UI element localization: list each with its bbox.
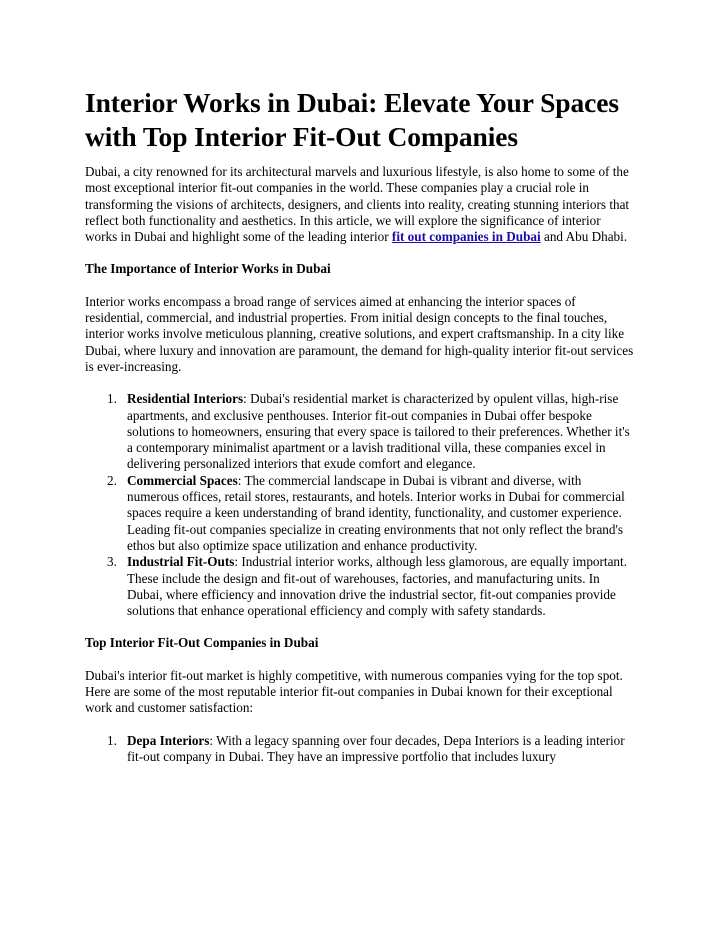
intro-paragraph	[85, 164, 635, 245]
section-lead-top-companies: Dubai's interior fit-out market is highly competitive, with numerous companies vying for the top spot. Here are some of the most reputable interior fit-out companies in Dubai known for their exceptional work and customer satisfaction:	[85, 667, 623, 716]
list-item-number: 2.	[107, 472, 117, 488]
intro-text: Dubai, a city renowned for its architectural marvels and luxurious lifestyle, is also home to some of the most exceptional interior fit-out companies in the world. These companies play a crucial role in transforming the visions of architects, designers, and clients into reality, creating stunning interiors that reflect both functionality and aesthetics. In this article, we will explore the significance of interior works in Dubai and highlight some of the leading interior	[85, 164, 630, 245]
document-title: Interior Works in Dubai: Elevate Your Spaces with Top Interior Fit-Out Companies	[85, 87, 619, 152]
list-item	[85, 473, 635, 554]
list-item-term: Industrial Fit-Outs	[127, 554, 235, 570]
list-item	[85, 554, 635, 619]
list-item-text: : Industrial interior works, although less glamorous, are equally important. These include the design and fit-out of warehouses, factories, and manufacturing units. In Dubai, where efficiency and innovation drive the industrial sector, fit-out companies provide solutions that enhance operational efficiency and comply with safety standards.	[127, 554, 627, 619]
list-item	[85, 733, 635, 766]
list-item-term: Commercial Spaces	[127, 472, 238, 488]
list-item-text: : Dubai's residential market is characterized by opulent villas, high-rise apartments, and exclusive penthouses. Interior fit-out companies in Dubai offer bespoke solutions to homeowners, ensuring that every space is tailored to their preferences. Whether it's a contemporary minimalist apartment or a lavish traditional villa, these companies excel in delivering personalized interiors that exude comfort and elegance.	[127, 391, 630, 472]
list-item-term: Residential Interiors	[127, 391, 244, 407]
list-item-number: 1.	[107, 391, 117, 407]
list-item	[85, 391, 635, 472]
intro-text-end: and Abu Dhabi.	[540, 229, 628, 245]
section-lead-importance: Interior works encompass a broad range of services aimed at enhancing the interior spaces of residential, commercial, and industrial properties. From initial design concepts to the final touches, interior works involve meticulous planning, creative solutions, and expert craftsmanship. In a city like Dubai, where luxury and innovation are paramount, the demand for high-quality interior fit-out services is ever-increasing.	[85, 293, 634, 374]
list-item-number: 3.	[107, 554, 117, 570]
section-heading-importance: The Importance of Interior Works in Dubai	[85, 261, 331, 277]
list-item-term: Depa Interiors	[127, 732, 210, 748]
section-heading-top-companies: Top Interior Fit-Out Companies in Dubai	[85, 635, 319, 651]
fit-out-companies-link[interactable]: fit out companies in Dubai	[391, 229, 541, 245]
companies-list	[85, 733, 635, 766]
list-item-text: : With a legacy spanning over four decades, Depa Interiors is a leading interior fit-out company in Dubai. They have an impressive portfolio that includes luxury	[127, 732, 625, 764]
list-item-text: : The commercial landscape in Dubai is vibrant and diverse, with numerous offices, retail stores, restaurants, and hotels. Interior works in Dubai for commercial spaces require a keen understanding of brand identity, functionality, and customer experience. Leading fit-out companies specialize in creating environments that not only reflect the brand's ethos but also optimize space utilization and enhance productivity.	[127, 472, 625, 553]
importance-list	[85, 391, 635, 619]
document-page	[85, 86, 635, 781]
list-item-number: 1.	[107, 732, 117, 748]
